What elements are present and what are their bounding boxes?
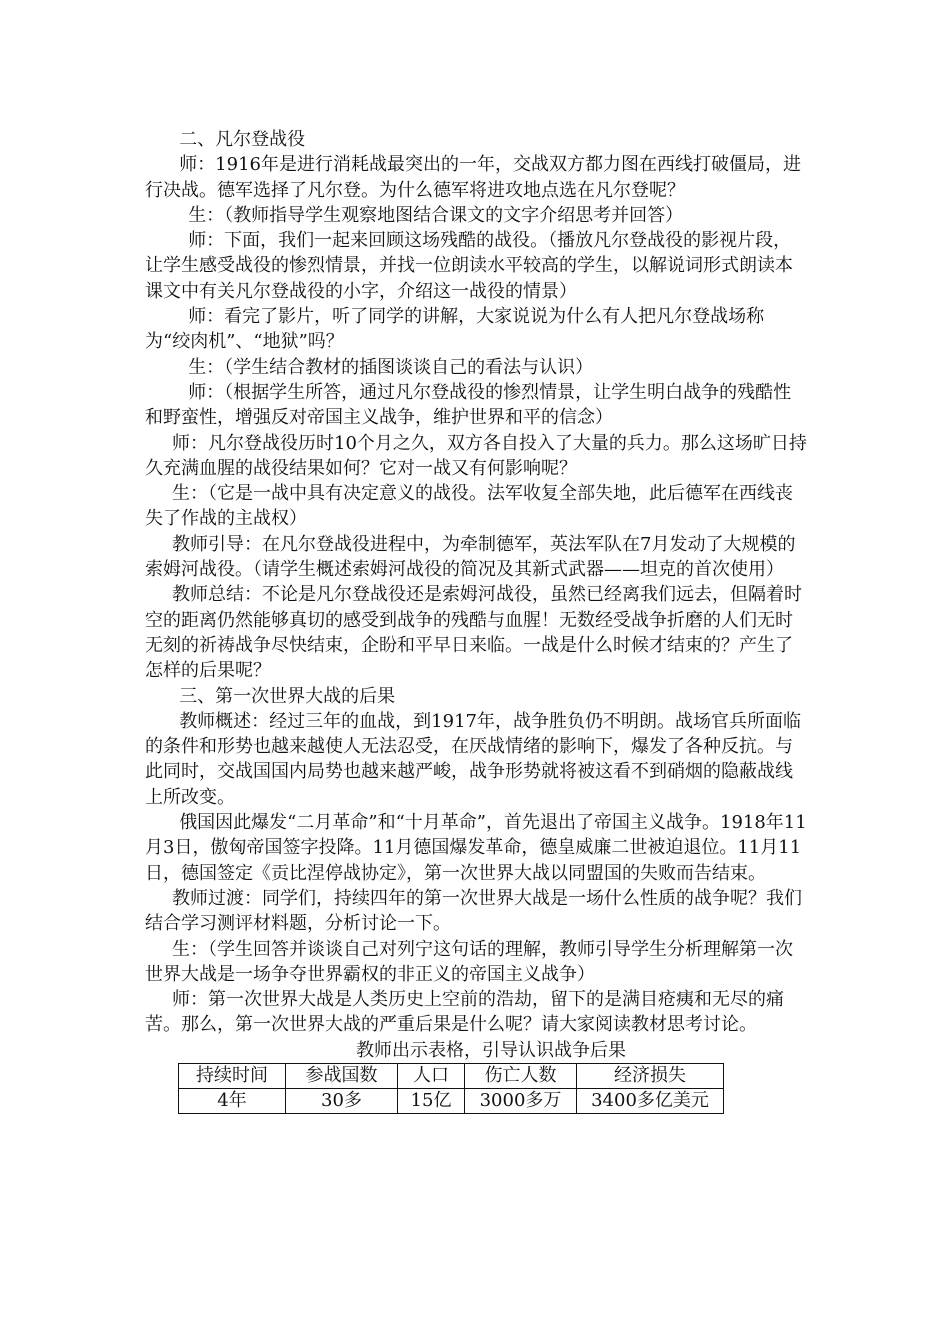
document-body	[145, 127, 809, 1114]
paragraph: 教师总结：不论是凡尔登战役还是索姆河战役，虽然已经离我们远去，但隔着时空的距离仍然能够真切的感受到战争的残酷与血腥！无数经受战争折磨的人们无时无刻的祈祷战争尽快结束，企盼和平早日来临。一战是什么时候才结束的？产生了怎样的后果呢？	[145, 584, 802, 682]
table-row	[179, 1088, 724, 1113]
paragraph-list	[145, 127, 809, 1038]
paragraph: 教师过渡：同学们，持续四年的第一次世界大战是一场什么性质的战争呢？我们结合学习测评材料题，分析讨论一下。	[145, 887, 802, 935]
paragraph: 二、凡尔登战役	[179, 129, 306, 150]
header-duration: 持续时间	[179, 1063, 286, 1088]
paragraph: 生：（它是一战中具有决定意义的战役。法军收复全部失地，此后德军在西线丧失了作战的主战权）	[145, 483, 793, 530]
paragraph: 师：看完了影片，听了同学的讲解，大家说说为什么有人把凡尔登战场称为“绞肉机”、“地狱”吗？	[145, 306, 765, 353]
cell-economic-loss: 3400多亿美元	[577, 1088, 724, 1113]
table-caption: 教师出示表格，引导认识战争后果	[356, 1039, 626, 1061]
paragraph: 三、第一次世界大战的后果	[179, 685, 396, 707]
war-consequences-table	[178, 1063, 724, 1114]
header-population: 人口	[398, 1063, 465, 1088]
paragraph: 生：（学生回答并谈谈自己对列宁这句话的理解，教师引导学生分析理解第一次世界大战是一场争夺世界霸权的非正义的帝国主义战争）	[145, 938, 793, 985]
paragraph: 生：（教师指导学生观察地图结合课文的文字介绍思考并回答）	[188, 204, 684, 226]
cell-population: 15亿	[398, 1088, 465, 1113]
cell-countries: 30多	[286, 1088, 398, 1113]
paragraph: 师：1916年是进行消耗战最突出的一年，交战双方都力图在西线打破僵局，进行决战。德军选择了凡尔登。为什么德军将进攻地点选在凡尔登呢？	[145, 154, 801, 201]
paragraph: 俄国因此爆发“二月革命”和“十月革命”，首先退出了帝国主义战争。1918年11月3日，傲匈帝国签字投降。11月德国爆发革命，德皇威廉二世被迫退位。11月11日，德国签定《贡比涅停战协定》，第一次世界大战以同盟国的失败而告结束。	[145, 812, 807, 884]
table-header-row	[179, 1063, 724, 1088]
paragraph: 生：（学生结合教材的插图谈谈自己的看法与认识）	[188, 356, 594, 378]
cell-duration: 4年	[179, 1088, 286, 1113]
header-countries: 参战国数	[286, 1063, 398, 1088]
paragraph: 教师概述：经过三年的血战，到1917年，战争胜负仍不明朗。战场官兵所面临的条件和形势也越来越使人无法忍受，在厌战情绪的影响下，爆发了各种反抗。与此同时，交战国国内局势也越来越严峻，战争形势就将被这看不到硝烟的隐蔽战线上所改变。	[145, 710, 801, 808]
paragraph: 师：凡尔登战役历时10个月之久，双方各自投入了大量的兵力。那么这场旷日持久充满血腥的战役结果如何？它对一战又有何影响呢？	[145, 432, 807, 479]
paragraph: 师：（根据学生所答，通过凡尔登战役的惨烈情景，让学生明白战争的残酷性和野蛮性，增强反对帝国主义战争，维护世界和平的信念）	[145, 381, 792, 429]
header-economic-loss: 经济损失	[577, 1063, 724, 1088]
cell-casualties: 3000多万	[465, 1088, 577, 1113]
paragraph: 师：下面，我们一起来回顾这场残酷的战役。（播放凡尔登战役的影视片段，让学生感受战役的惨烈情景，并找一位朗读水平较高的学生，以解说词形式朗读本课文中有关凡尔登战役的小字，介绍这一战役的情景）	[145, 230, 793, 302]
header-casualties: 伤亡人数	[465, 1063, 577, 1088]
paragraph: 教师引导：在凡尔登战役进程中，为牵制德军，英法军队在7月发动了大规模的索姆河战役。（请学生概述索姆河战役的简况及其新式武器——坦克的首次使用）	[145, 533, 796, 581]
paragraph: 师：第一次世界大战是人类历史上空前的浩劫，留下的是满目疮痍和无尽的痛苦。那么，第一次世界大战的严重后果是什么呢？请大家阅读教材思考讨论。	[145, 989, 784, 1036]
